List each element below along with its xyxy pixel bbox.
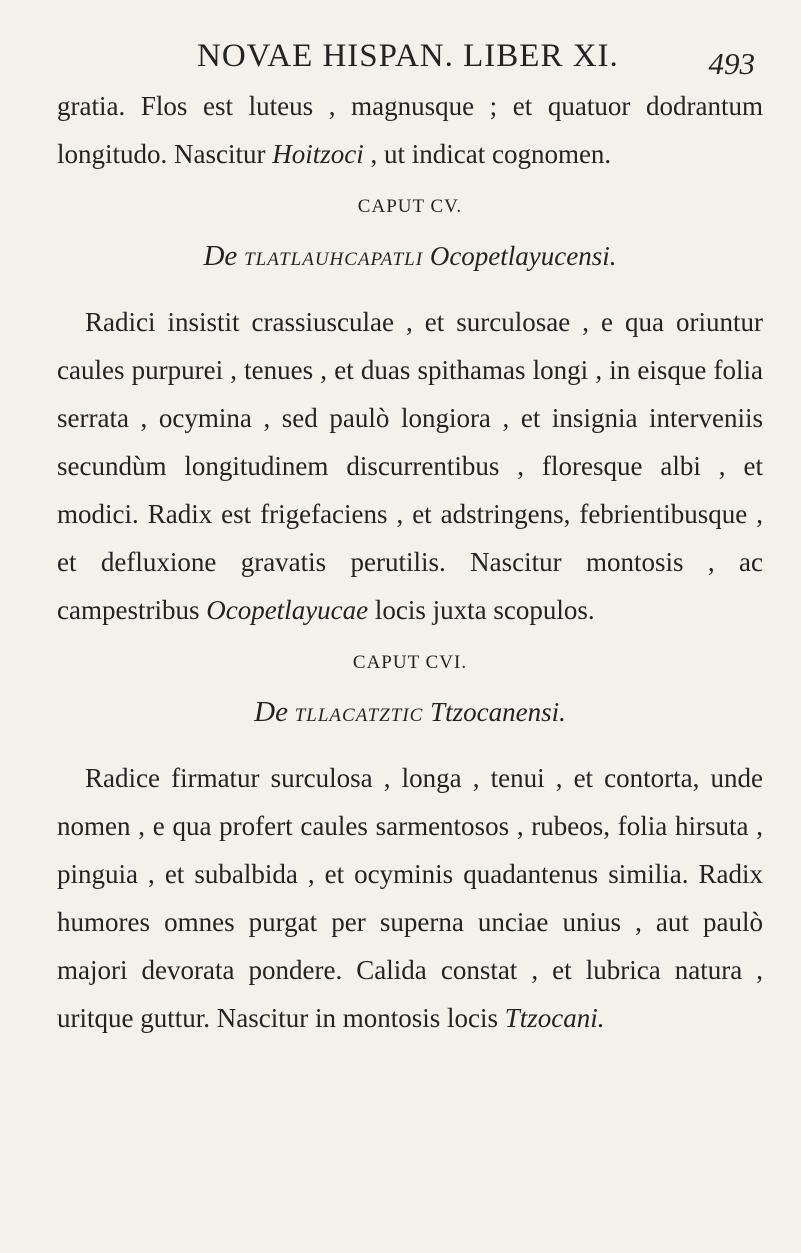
heading-locality: Ttzocanensi.	[430, 697, 566, 727]
running-header	[57, 36, 763, 82]
chapter-number: CAPUT CVI.	[352, 652, 468, 673]
chapter-cvi	[57, 648, 763, 1042]
body-text-before: Radice firmatur surculosa , longa , tenui , et contorta, unde nomen , e qua profert caules sarmentosos , rubeos, folia hirsuta , pinguia , et subalbida , et ocyminis quadantenus similia. Radix humores omnes purgat per superna unciae unius , aut paulò majori devorata pondere. Calida constat , et lubrica natura , uritque guttur. Nascitur in montosis locis	[57, 763, 763, 1033]
heading-plant-name: TLATLAUHCAPATLI	[244, 249, 424, 270]
intro-text-after: , ut indicat cognomen.	[363, 139, 612, 169]
heading-locality: Ocopetlayucensi.	[429, 241, 617, 271]
chapter-heading	[57, 236, 763, 280]
chapter-heading	[57, 692, 763, 736]
chapter-body	[57, 298, 763, 634]
heading-de: De	[254, 696, 288, 728]
chapter-cv	[57, 192, 763, 634]
intro-text-before: gratia. Flos est luteus , magnusque ; et quatuor dodrantum longitudo. Nascitur	[57, 91, 763, 169]
intro-italic: Hoitzoci	[272, 139, 364, 169]
running-title: NOVAE HISPAN. LIBER XI.	[197, 38, 619, 74]
body-italic: Ttzocani.	[504, 1003, 605, 1033]
page-number: 493	[708, 46, 755, 81]
chapter-number: CAPUT CV.	[357, 196, 463, 217]
intro-paragraph	[57, 82, 763, 178]
heading-plant-name: TLLACATZTIC	[294, 705, 424, 726]
body-italic: Ocopetlayucae	[206, 595, 369, 625]
body-text-after: locis juxta scopulos.	[368, 595, 595, 625]
heading-de: De	[203, 240, 238, 272]
chapter-body	[57, 754, 763, 1042]
body-text-before: Radici insistit crassiusculae , et surculosae , e qua oriuntur caules purpurei , tenues , et duas spithamas longi , in eisque folia serrata , ocymina , sed paulò longiora , et insignia interveniis secundùm longitudinem discurrentibus , floresque albi , et modici. Radix est frigefaciens , et adstringens, febrientibusque , et defluxione gravatis perutilis. Nascitur montosis , ac campestribus	[57, 307, 763, 625]
book-page	[57, 36, 763, 1042]
